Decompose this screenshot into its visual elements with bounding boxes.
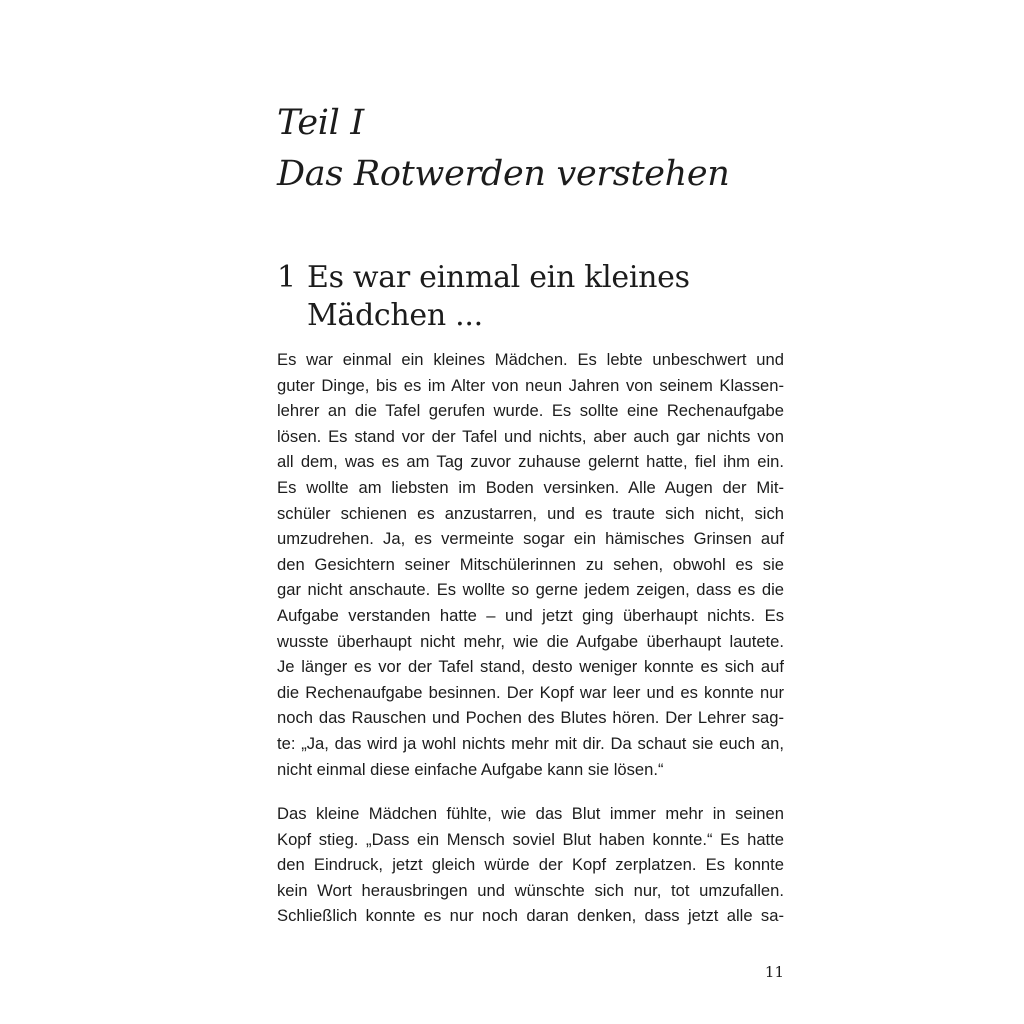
chapter-title [277, 259, 747, 335]
text-line: nicht einmal diese einfache Aufgabe kann sie lösen.“ [277, 759, 664, 779]
body-paragraph-1 [277, 347, 784, 782]
text-line: te: „Ja, das wird ja wohl nichts mehr mit dir. Da schaut sie euch an, [277, 733, 784, 753]
text-line: die Rechenaufgabe besinnen. Der Kopf war leer und es konnte nur [277, 682, 784, 702]
part-title [277, 98, 730, 200]
text-line: den Eindruck, jetzt gleich würde der Kopf zerplatzen. Es konnte [277, 855, 784, 875]
text-line: Es wollte am liebsten im Boden versinken. Alle Augen der Mit- [277, 477, 784, 497]
chapter-number: 1 [277, 260, 296, 295]
text-line: noch das Rauschen und Pochen des Blutes hören. Der Lehrer sag- [277, 708, 784, 728]
text-line: all dem, was es am Tag zuvor zuhause gelernt hatte, fiel ihm ein. [277, 452, 784, 472]
text-line: gar nicht anschaute. Es wollte so gerne jedem zeigen, dass es die [277, 580, 784, 600]
chapter-title-line-1: Es war einmal ein kleines [307, 260, 690, 295]
text-line: schüler schienen es anzustarren, und es traute sich nicht, sich [277, 503, 784, 523]
chapter-title-line-2: Mädchen ... [307, 298, 483, 333]
text-line: umzudrehen. Ja, es vermeinte sogar ein hämisches Grinsen auf [277, 529, 784, 549]
text-line: Aufgabe verstanden hatte – und jetzt ging überhaupt nichts. Es [277, 605, 784, 625]
text-line: Es war einmal ein kleines Mädchen. Es lebte unbeschwert und [277, 350, 784, 369]
part-title-line-1: Teil I [277, 103, 364, 143]
page-number: 11 [764, 963, 784, 981]
text-line: den Gesichtern seiner Mitschülerinnen zu sehen, obwohl es sie [277, 554, 784, 574]
text-line: Das kleine Mädchen fühlte, wie das Blut immer mehr in seinen [277, 804, 784, 823]
text-line: wusste überhaupt nicht mehr, wie die Aufgabe überhaupt lautete. [277, 631, 784, 651]
chapter-title-text [277, 259, 747, 335]
text-line: lösen. Es stand vor der Tafel und nichts, aber auch gar nichts von [277, 426, 784, 446]
text-line: lehrer an die Tafel gerufen wurde. Es sollte eine Rechenaufgabe [277, 401, 784, 421]
part-title-line-2: Das Rotwerden verstehen [277, 154, 730, 194]
text-line: Kopf stieg. „Dass ein Mensch soviel Blut haben konnte.“ Es hatte [277, 829, 784, 849]
text-line: Je länger es vor der Tafel stand, desto weniger konnte es sich auf [277, 657, 784, 677]
text-line: Schließlich konnte es nur noch daran denken, dass jetzt alle sa- [277, 906, 784, 926]
text-line: kein Wort herausbringen und wünschte sich nur, tot umzufallen. [277, 880, 784, 900]
text-line: guter Dinge, bis es im Alter von neun Jahren von seinem Klassen- [277, 375, 784, 395]
body-paragraph-2 [277, 801, 784, 929]
